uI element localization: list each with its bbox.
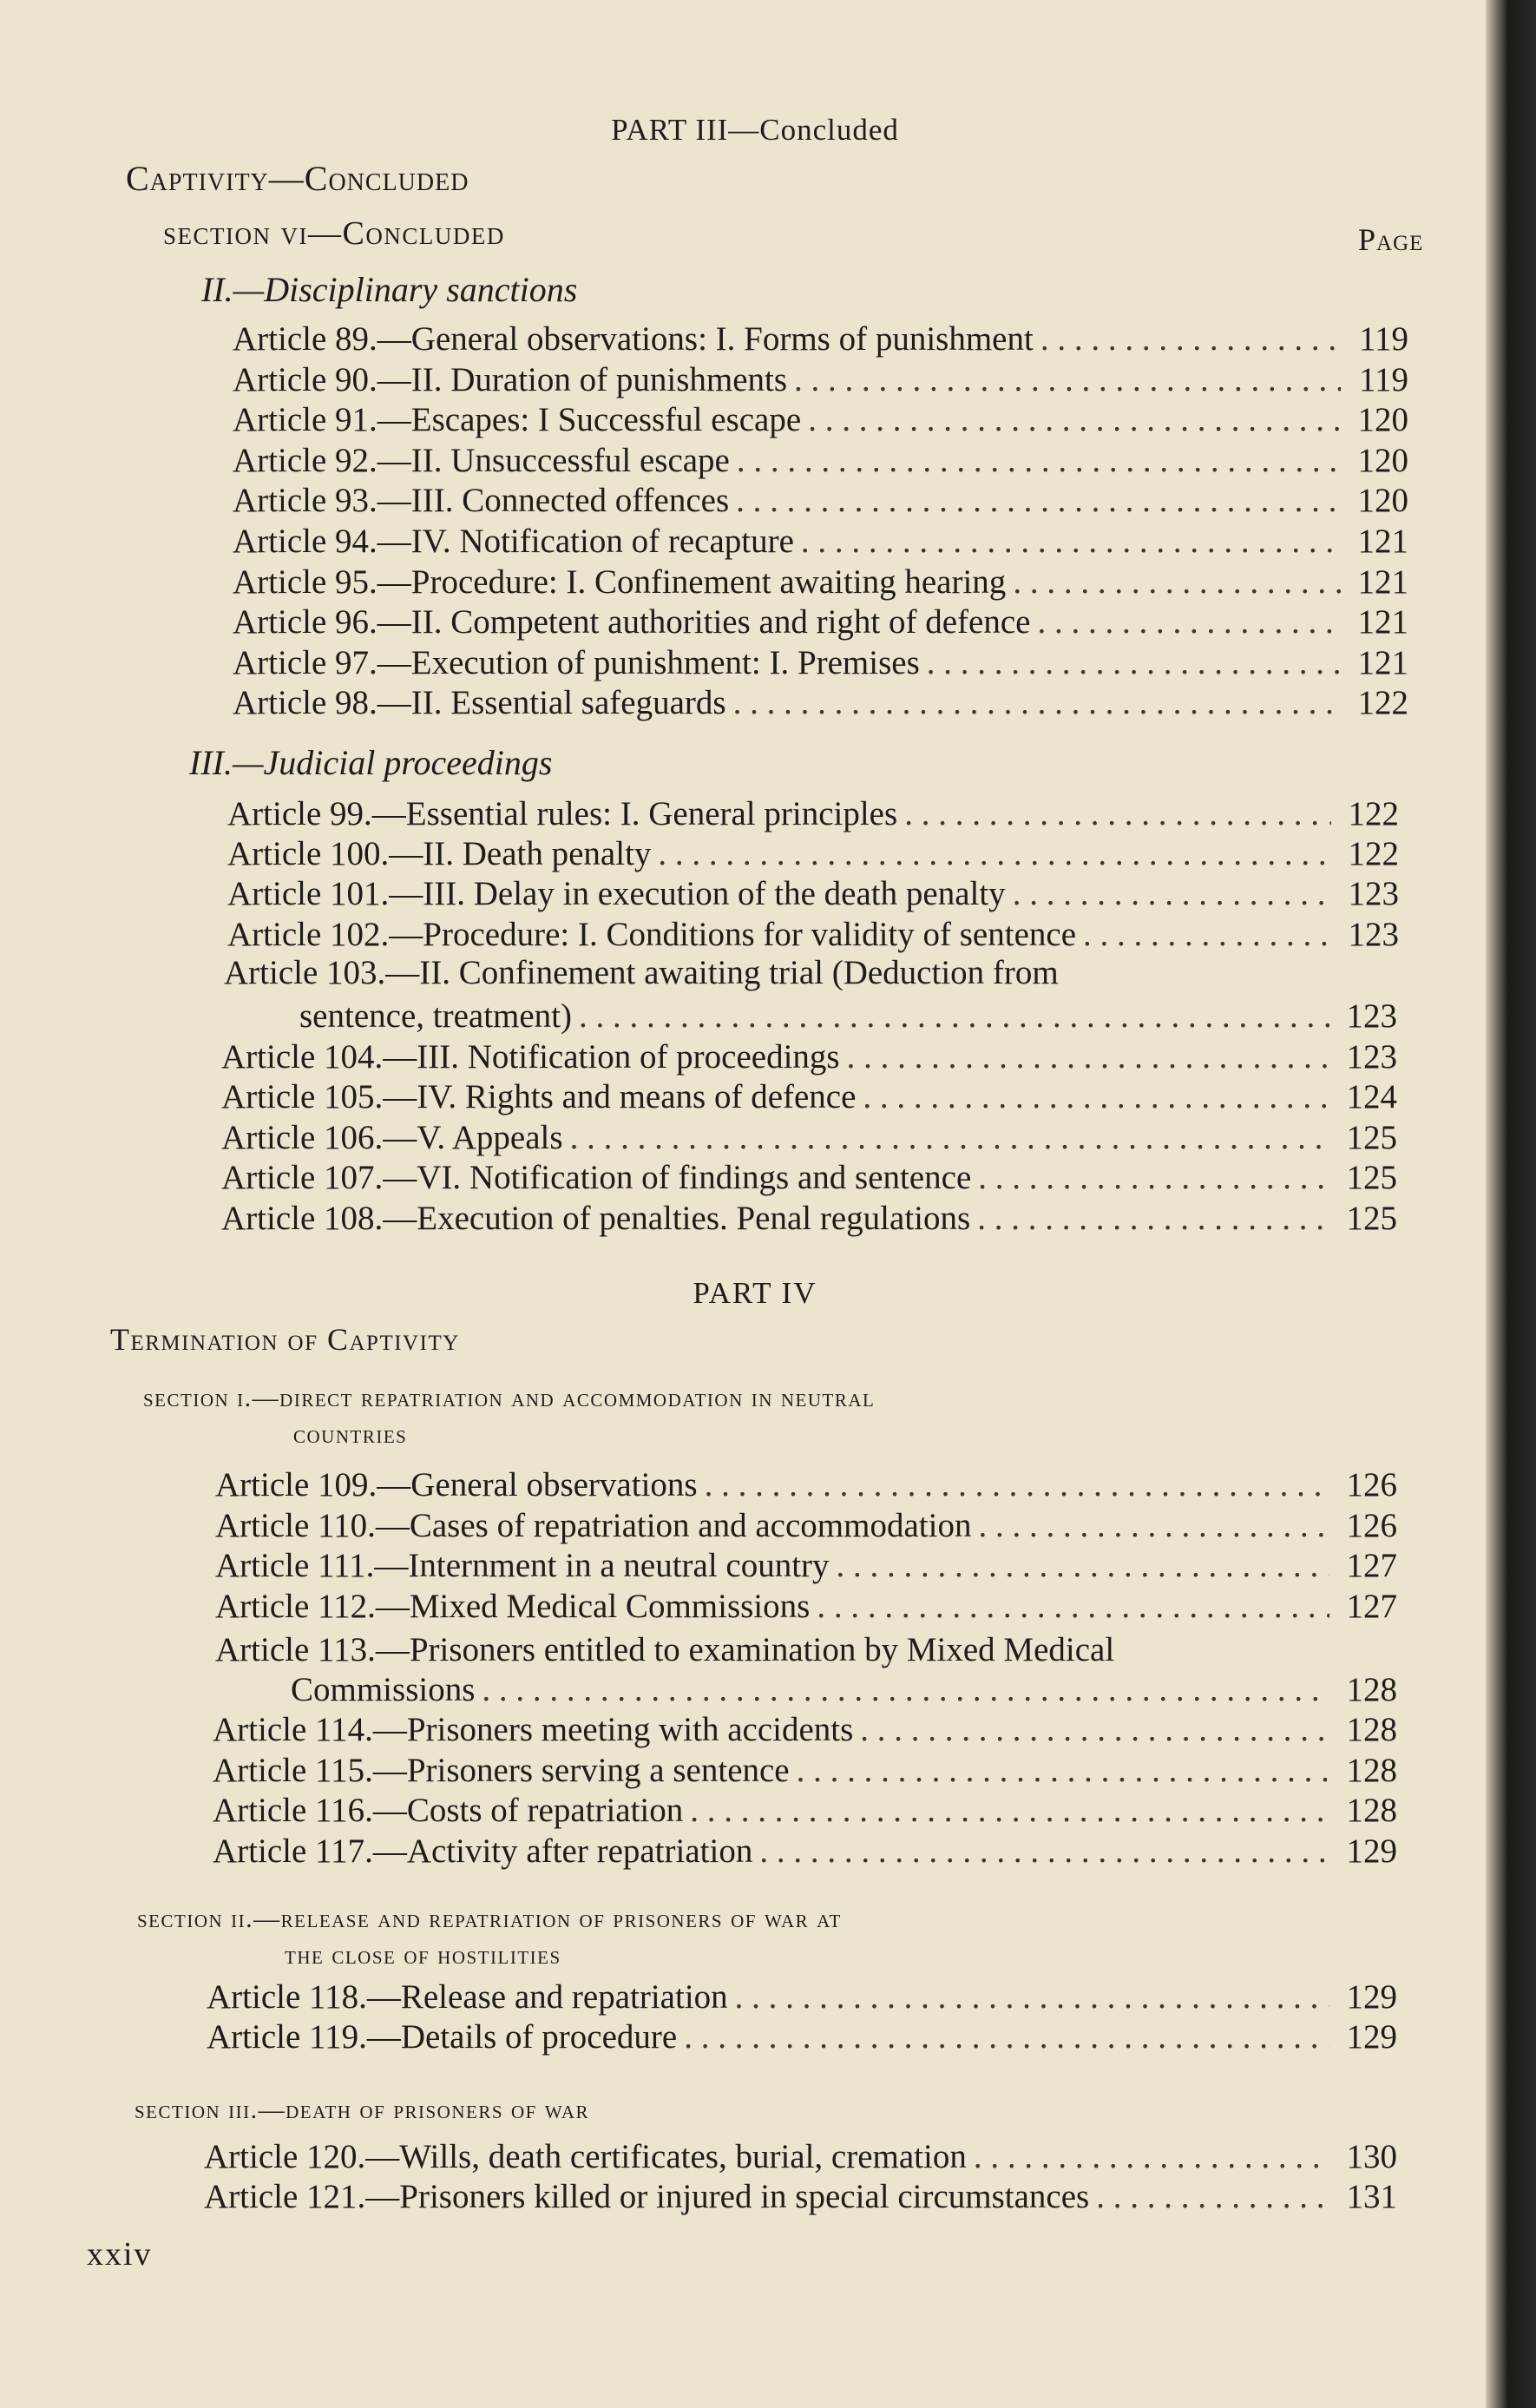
toc-page-number: 125 (1346, 1159, 1397, 1197)
toc-entry-label: Article 108.—Execution of penalties. Penal regulations (221, 1199, 971, 1237)
toc-row (233, 319, 1408, 359)
toc-page-number: 123 (1346, 1038, 1397, 1076)
toc-page-number: 121 (1357, 563, 1408, 601)
toc-row (213, 1710, 1397, 1750)
leader-dots (801, 522, 1341, 562)
toc-row (207, 1977, 1397, 2017)
toc-entry-label: Article 104.—III. Notification of proceedings (221, 1038, 840, 1076)
toc-page-number: 119 (1358, 320, 1408, 358)
toc-row (213, 1751, 1397, 1791)
toc-page-number: 120 (1357, 441, 1408, 479)
toc-row-article-113-line1: Article 113.—Prisoners entitled to examination by Mixed Medical (215, 1631, 1115, 1668)
toc-page-number: 127 (1346, 1547, 1397, 1584)
toc-row (221, 1199, 1397, 1239)
toc-entry-label: Article 116.—Costs of repatriation (213, 1792, 684, 1829)
leader-dots (570, 1118, 1329, 1158)
toc-entry-label: Article 118.—Release and repatriation (207, 1978, 728, 2016)
leader-dots (1040, 319, 1341, 359)
page-edge (1486, 0, 1536, 2408)
toc-row (233, 441, 1408, 481)
leader-dots (684, 2017, 1329, 2057)
toc-row (227, 874, 1399, 914)
toc-page-number: 131 (1346, 2178, 1397, 2215)
toc-row (227, 794, 1399, 834)
toc-page-number: 128 (1346, 1711, 1397, 1748)
leader-dots (977, 1199, 1329, 1239)
page-column-label: Page (1358, 222, 1424, 257)
toc-page-number: 129 (1346, 1978, 1397, 2016)
toc-page-number: 121 (1357, 643, 1408, 681)
part-four-header: PART IV (693, 1276, 817, 1310)
leader-dots (978, 1506, 1329, 1546)
toc-entry-label: Article 106.—V. Appeals (221, 1118, 563, 1156)
leader-dots (482, 1670, 1329, 1710)
leader-dots (1013, 874, 1331, 914)
toc-page-number: 123 (1348, 915, 1399, 953)
toc-entry-label: Article 109.—General observations (215, 1466, 698, 1503)
toc-entry-label: Article 96.—II. Competent authorities and right of defence (233, 603, 1031, 641)
toc-entry-label: Article 111.—Internment in a neutral country (215, 1547, 830, 1584)
toc-entry-label: Article 110.—Cases of repatriation and accommodation (215, 1506, 972, 1544)
toc-row (233, 643, 1408, 683)
toc-row (215, 1546, 1397, 1586)
toc-entry-label: Article 90.—II. Duration of punishments (233, 360, 788, 398)
toc-page-number: 120 (1357, 401, 1408, 439)
leader-dots (733, 683, 1341, 723)
toc-row (213, 1832, 1397, 1872)
toc-row (233, 360, 1408, 400)
toc-row (213, 1791, 1397, 1831)
toc-page-number: 122 (1348, 835, 1399, 873)
toc-row-article-103-line1: Article 103.—II. Confinement awaiting trial (Deduction from (224, 954, 1059, 991)
leader-dots (927, 643, 1341, 683)
leader-dots (837, 1546, 1329, 1586)
toc-row (215, 1465, 1397, 1505)
toc-row (221, 1037, 1397, 1077)
leader-dots (797, 1751, 1329, 1791)
leader-dots (904, 794, 1331, 834)
toc-entry-label: Article 93.—III. Connected offences (233, 482, 730, 520)
toc-page-number: 119 (1358, 360, 1408, 398)
toc-page-number: 121 (1357, 523, 1408, 560)
toc-page-number: 126 (1346, 1466, 1397, 1503)
toc-page-number: 128 (1346, 1751, 1397, 1789)
leader-dots (658, 834, 1331, 874)
section-three-title: section iii.—death of prisoners of war (135, 2095, 590, 2124)
toc-page-number: 124 (1346, 1078, 1397, 1116)
toc-page-number: 123 (1346, 997, 1397, 1035)
toc-page-number: 125 (1346, 1199, 1397, 1237)
leader-dots (974, 2137, 1329, 2177)
leader-dots (759, 1832, 1329, 1872)
part-three-header: PART III—Concluded (611, 113, 899, 147)
leader-dots (978, 1158, 1329, 1198)
toc-entry-label: Article 114.—Prisoners meeting with accidents (213, 1711, 854, 1748)
toc-entry-label: Article 115.—Prisoners serving a sentence (213, 1751, 790, 1789)
toc-row (221, 1158, 1397, 1198)
page-folio: xxiv (87, 2236, 153, 2273)
toc-row (207, 2017, 1397, 2057)
toc-entry-label: Article 95.—Procedure: I. Confinement awaiting hearing (233, 563, 1007, 601)
leader-dots (808, 400, 1341, 440)
captivity-title: Captivity—Concluded (126, 159, 469, 198)
termination-title: Termination of Captivity (110, 1322, 460, 1357)
leader-dots (1096, 2177, 1329, 2217)
leader-dots (1013, 563, 1341, 602)
toc-page-number: 129 (1346, 1832, 1397, 1870)
toc-row (221, 1118, 1397, 1158)
toc-row (221, 1077, 1397, 1117)
leader-dots (817, 1587, 1329, 1627)
section-one-title-line2: countries (293, 1420, 408, 1449)
leader-dots (1037, 602, 1341, 642)
toc-page-number: 129 (1346, 2018, 1397, 2056)
toc-row-article-113 (291, 1670, 1397, 1710)
toc-entry-label: Article 100.—II. Death penalty (227, 835, 652, 873)
toc-entry-label: Article 91.—Escapes: I Successful escape (233, 401, 802, 439)
toc-page-number: 128 (1346, 1671, 1397, 1708)
leader-dots (860, 1710, 1329, 1750)
section-one-title-line1: section i.—direct repatriation and accommodation in neutral (143, 1384, 876, 1412)
disciplinary-sanctions-title: II.—Disciplinary sanctions (201, 270, 578, 309)
toc-entry-label: Commissions (291, 1671, 476, 1708)
toc-entry-label: Article 92.—II. Unsuccessful escape (233, 441, 730, 479)
toc-row (215, 1587, 1397, 1627)
toc-page-number: 127 (1346, 1587, 1397, 1625)
leader-dots (794, 360, 1341, 400)
toc-page-number: 121 (1357, 603, 1408, 641)
leader-dots (579, 997, 1329, 1036)
toc-row (233, 481, 1408, 521)
section-six-title: section vi—Concluded (163, 215, 505, 252)
toc-row (204, 2177, 1397, 2217)
toc-entry-label: Article 112.—Mixed Medical Commissions (215, 1587, 811, 1625)
toc-entry-label: Article 89.—General observations: I. Forms of punishment (233, 320, 1034, 358)
toc-page-number: 122 (1348, 795, 1399, 832)
toc-page-number: 120 (1357, 482, 1408, 520)
toc-entry-label: Article 98.—II. Essential safeguards (233, 684, 726, 722)
section-two-title-line1: section ii.—release and repatriation of prisoners of war at (137, 1905, 842, 1933)
toc-entry-label: Article 99.—Essential rules: I. General principles (227, 795, 898, 832)
leader-dots (736, 481, 1341, 521)
section-two-title-line2: the close of hostilities (285, 1941, 561, 1970)
toc-page-number: 125 (1346, 1118, 1397, 1156)
leader-dots (863, 1077, 1329, 1117)
toc-page-number: 122 (1357, 684, 1408, 722)
toc-entry-label: Article 102.—Procedure: I. Conditions for validity of sentence (227, 915, 1077, 953)
toc-row-article-103 (299, 997, 1397, 1036)
toc-entry-label: Article 97.—Execution of punishment: I. Premises (233, 643, 920, 681)
leader-dots (705, 1465, 1329, 1505)
toc-page-number: 130 (1346, 2138, 1397, 2175)
toc-row (233, 400, 1408, 440)
toc-entry-label: Article 101.—III. Delay in execution of the death penalty (227, 875, 1006, 913)
toc-entry-label: Article 105.—IV. Rights and means of defence (221, 1078, 857, 1116)
toc-row (233, 602, 1408, 642)
toc-row (227, 834, 1399, 874)
toc-entry-label: Article 94.—IV. Notification of recapture (233, 523, 794, 560)
toc-row (233, 683, 1408, 723)
toc-entry-label: Article 121.—Prisoners killed or injured in special circumstances (204, 2178, 1090, 2215)
toc-row (233, 563, 1408, 602)
leader-dots (847, 1037, 1329, 1077)
toc-entry-label: Article 107.—VI. Notification of findings and sentence (221, 1159, 972, 1197)
leader-dots (1083, 915, 1331, 955)
toc-row (227, 915, 1399, 955)
toc-page-number: 123 (1348, 875, 1399, 913)
toc-row (215, 1506, 1397, 1546)
toc-entry-label: Article 119.—Details of procedure (207, 2018, 678, 2056)
leader-dots (737, 441, 1341, 481)
toc-entry-label: Article 117.—Activity after repatriation (213, 1832, 753, 1870)
toc-row (233, 522, 1408, 562)
toc-entry-label: Article 120.—Wills, death certificates, burial, cremation (204, 2138, 967, 2175)
leader-dots (735, 1977, 1329, 2017)
leader-dots (690, 1791, 1329, 1831)
toc-page-number: 128 (1346, 1792, 1397, 1829)
judicial-proceedings-title: III.—Judicial proceedings (189, 743, 553, 782)
toc-entry-label: sentence, treatment) (299, 997, 572, 1035)
toc-row (204, 2137, 1397, 2177)
toc-page-number: 126 (1346, 1506, 1397, 1544)
